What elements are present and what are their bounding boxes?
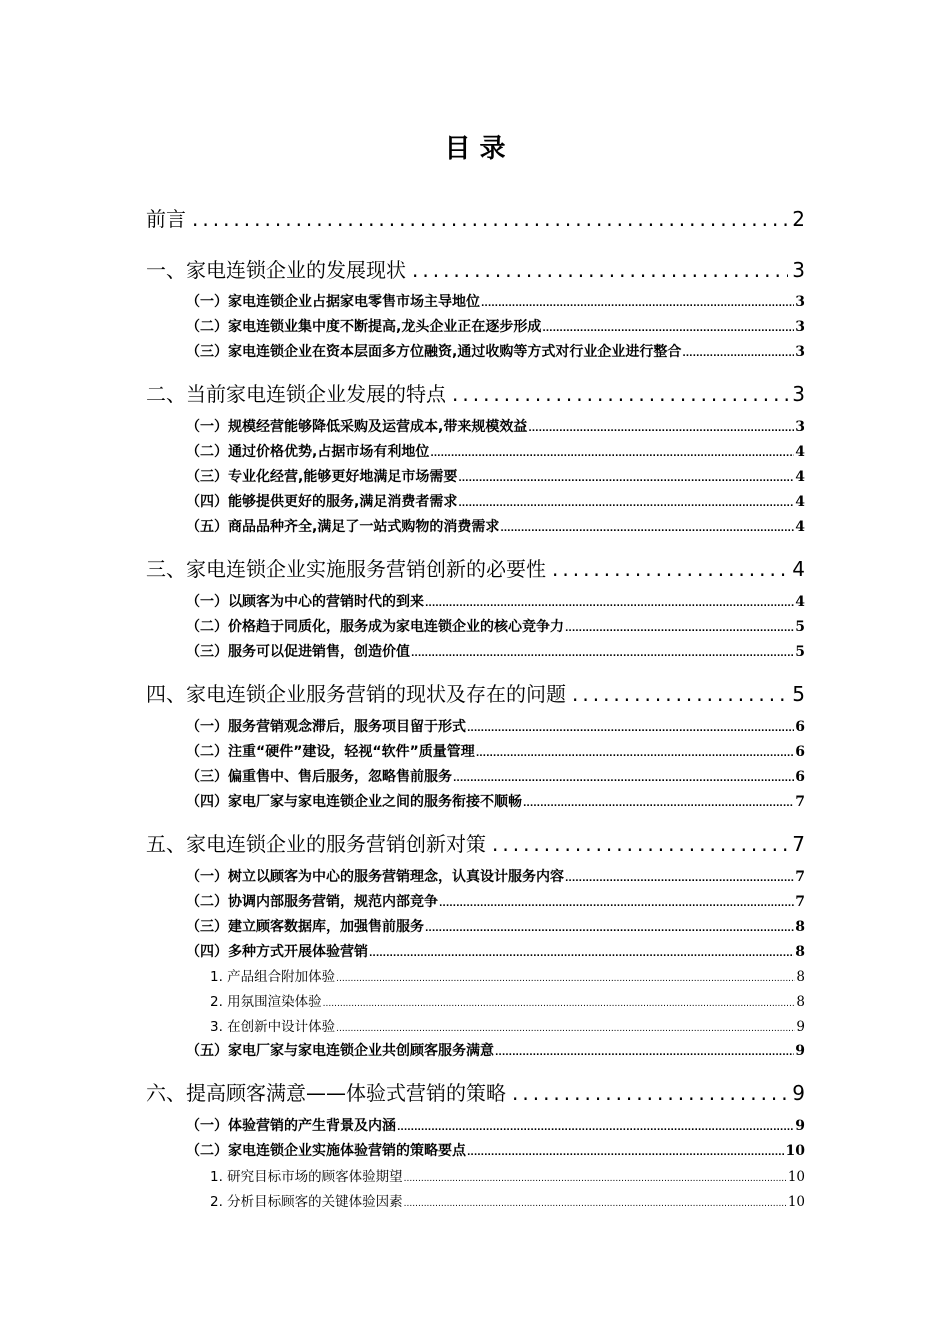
toc-leader-dots (412, 258, 788, 282)
toc-entry-text: （一）服务营销观念滞后，服务项目留于形式 (186, 719, 466, 735)
toc-page-number: 4 (795, 469, 805, 485)
toc-page-number: 5 (795, 644, 805, 660)
toc-leader-dots (439, 899, 794, 909)
toc-entry-text: 3. 在创新中设计体验 (210, 1019, 336, 1035)
toc-page-number: 10 (787, 1194, 805, 1210)
toc-entry-level-2[interactable] (186, 441, 805, 461)
toc-entry-text: （三）建立顾客数据库，加强售前服务 (186, 919, 424, 935)
toc-entry-level-2[interactable] (186, 641, 805, 661)
toc-leader-dots (336, 974, 795, 984)
toc-entry-text: 前言 (146, 207, 186, 231)
toc-entry-level-2[interactable] (186, 766, 805, 786)
toc-entry-level-2[interactable] (186, 341, 805, 361)
toc-page-number: 4 (792, 557, 805, 581)
toc-page-number: 6 (795, 769, 805, 785)
toc-page-number: 3 (795, 419, 805, 435)
toc-entry-level-1[interactable] (146, 553, 805, 582)
toc-leader-dots (528, 424, 794, 434)
toc-entry-text: （一）规模经营能够降低采购及运营成本,带来规模效益 (186, 419, 528, 435)
toc-page-number: 4 (795, 494, 805, 510)
toc-entry-level-3[interactable] (210, 990, 805, 1010)
toc-entry-level-1[interactable] (146, 254, 805, 283)
toc-leader-dots (452, 382, 788, 406)
toc-entry-text: （二）注重“硬件”建设，轻视“软件”质量管理 (186, 744, 475, 760)
toc-entry-level-2[interactable] (186, 616, 805, 636)
toc-leader-dots (565, 874, 794, 884)
toc-page-number: 6 (795, 744, 805, 760)
toc-entry-level-3[interactable] (210, 1190, 805, 1210)
toc-entry-text: （三）专业化经营,能够更好地满足市场需要 (186, 469, 458, 485)
toc-leader-dots (495, 1048, 794, 1058)
toc-page-number: 3 (795, 344, 805, 360)
toc-leader-dots (500, 524, 794, 534)
toc-entry-text: （三）家电连锁企业在资本层面多方位融资,通过收购等方式对行业企业进行整合 (186, 344, 682, 360)
toc-leader-dots (512, 1081, 788, 1105)
toc-entry-level-1[interactable] (146, 378, 805, 407)
toc-entry-level-1[interactable] (146, 1077, 805, 1106)
toc-page-number: 4 (795, 594, 805, 610)
toc-entry-text: 五、家电连锁企业的服务营销创新对策 (146, 832, 486, 856)
toc-entry-level-2[interactable] (186, 891, 805, 911)
toc-leader-dots (404, 1174, 787, 1184)
toc-entry-level-2[interactable] (186, 491, 805, 511)
toc-entry-level-1[interactable] (146, 828, 805, 857)
toc-entry-text: 1. 产品组合附加体验 (210, 969, 336, 985)
toc-leader-dots (467, 724, 794, 734)
toc-page-number: 8 (795, 944, 805, 960)
toc-page-number: 8 (795, 919, 805, 935)
toc-entry-text: （二）通过价格优势,占据市场有利地位 (186, 444, 430, 460)
toc-entry-text: 六、提高顾客满意——体验式营销的策略 (146, 1081, 506, 1105)
toc-entry-text: 三、家电连锁企业实施服务营销创新的必要性 (146, 557, 546, 581)
toc-leader-dots (411, 649, 794, 659)
toc-entry-level-2[interactable] (186, 591, 805, 611)
toc-entry-level-2[interactable] (186, 716, 805, 736)
toc-entry-text: （二）价格趋于同质化，服务成为家电连锁企业的核心竞争力 (186, 619, 564, 635)
toc-entry-level-2[interactable] (186, 916, 805, 936)
toc-leader-dots (397, 1123, 794, 1133)
toc-entry-text: （三）偏重售中、售后服务，忽略售前服务 (186, 769, 452, 785)
toc-entry-text: （五）商品品种齐全,满足了一站式购物的消费需求 (186, 519, 500, 535)
toc-page-number: 7 (792, 832, 805, 856)
toc-entry-level-2[interactable] (186, 1140, 805, 1160)
toc-leader-dots (425, 599, 794, 609)
toc-page-number: 7 (795, 894, 805, 910)
toc-entry-text: （四）能够提供更好的服务,满足消费者需求 (186, 494, 458, 510)
toc-entry-text: （一）体验营销的产生背景及内涵 (186, 1118, 396, 1134)
toc-page-number: 6 (795, 719, 805, 735)
toc-entry-level-2[interactable] (186, 791, 805, 811)
toc-page-number: 8 (796, 994, 805, 1010)
toc-entry-level-3[interactable] (210, 965, 805, 985)
toc-entry-text: （一）树立以顾客为中心的服务营销理念，认真设计服务内容 (186, 869, 564, 885)
toc-entry-text: （二）协调内部服务营销，规范内部竞争 (186, 894, 438, 910)
toc-page-number: 5 (795, 619, 805, 635)
toc-leader-dots (404, 1199, 787, 1209)
toc-page-number: 9 (792, 1081, 805, 1105)
toc-entry-level-2[interactable] (186, 416, 805, 436)
toc-entry-text: 1. 研究目标市场的顾客体验期望 (210, 1169, 403, 1185)
toc-entry-level-2[interactable] (186, 741, 805, 761)
toc-page-number: 4 (795, 519, 805, 535)
toc-entry-text: （五）家电厂家与家电连锁企业共创顾客服务满意 (186, 1043, 494, 1059)
toc-page-number: 4 (795, 444, 805, 460)
toc-page-number: 10 (785, 1143, 805, 1159)
toc-leader-dots (192, 207, 788, 231)
toc-entry-level-2[interactable] (186, 516, 805, 536)
toc-leader-dots (425, 924, 794, 934)
toc-page-number: 2 (792, 207, 805, 231)
toc-page-number: 9 (795, 1043, 805, 1059)
toc-leader-dots (369, 949, 794, 959)
toc-entry-text: 一、家电连锁企业的发展现状 (146, 258, 406, 282)
toc-entry-text: 2. 分析目标顾客的关键体验因素 (210, 1194, 403, 1210)
toc-entry-level-2[interactable] (186, 466, 805, 486)
toc-page-number: 7 (795, 794, 805, 810)
toc-leader-dots (565, 624, 794, 634)
toc-page-number: 3 (792, 382, 805, 406)
toc-leader-dots (552, 557, 788, 581)
toc-entry-level-3[interactable] (210, 1015, 805, 1035)
toc-leader-dots (458, 499, 794, 509)
toc-entry-level-2[interactable] (186, 291, 805, 311)
toc-entry-text: （二）家电连锁企业实施体验营销的策略要点 (186, 1143, 466, 1159)
toc-page-number: 9 (796, 1019, 805, 1035)
toc-page-number: 3 (795, 294, 805, 310)
toc-entry-text: 四、家电连锁企业服务营销的现状及存在的问题 (146, 682, 566, 706)
toc-leader-dots (523, 799, 794, 809)
toc-entry-text: （四）多种方式开展体验营销 (186, 944, 368, 960)
toc-leader-dots (467, 1148, 785, 1158)
toc-title: 目 录 (444, 134, 506, 164)
toc-page-number: 9 (795, 1118, 805, 1134)
toc-entry-text: （一）家电连锁企业占据家电零售市场主导地位 (186, 294, 480, 310)
toc-leader-dots (682, 349, 794, 359)
toc-leader-dots (323, 999, 796, 1009)
toc-entry-level-1[interactable] (146, 678, 805, 707)
toc-leader-dots (453, 774, 794, 784)
toc-page-number: 3 (792, 258, 805, 282)
toc-leader-dots (542, 324, 794, 334)
toc-page-number: 3 (795, 319, 805, 335)
toc-entry-level-2[interactable] (186, 866, 805, 886)
toc-leader-dots (476, 749, 794, 759)
toc-entry-level-2[interactable] (186, 1115, 805, 1135)
toc-page-number: 8 (796, 969, 805, 985)
toc-page-number: 7 (795, 869, 805, 885)
toc-entry-text: 2. 用氛围渲染体验 (210, 994, 322, 1010)
toc-leader-dots (572, 682, 788, 706)
toc-leader-dots (492, 832, 788, 856)
toc-entry-text: （三）服务可以促进销售，创造价值 (186, 644, 410, 660)
toc-entry-text: 二、当前家电连锁企业发展的特点 (146, 382, 446, 406)
toc-entry-text: （二）家电连锁业集中度不断提高,龙头企业正在逐步形成 (186, 319, 542, 335)
toc-entry-text: （一）以顾客为中心的营销时代的到来 (186, 594, 424, 610)
toc-page-number: 10 (787, 1169, 805, 1185)
toc-entry-level-2[interactable] (186, 941, 805, 961)
toc-leader-dots (458, 474, 794, 484)
toc-entry-level-2[interactable] (186, 316, 805, 336)
toc-entry-level-1[interactable] (146, 203, 805, 232)
toc-page-number: 5 (792, 682, 805, 706)
toc-leader-dots (336, 1024, 795, 1034)
toc-leader-dots (430, 449, 794, 459)
toc-entry-level-3[interactable] (210, 1165, 805, 1185)
toc-leader-dots (481, 299, 794, 309)
toc-entry-level-2[interactable] (186, 1040, 805, 1060)
toc-entry-text: （四）家电厂家与家电连锁企业之间的服务衔接不顺畅 (186, 794, 522, 810)
